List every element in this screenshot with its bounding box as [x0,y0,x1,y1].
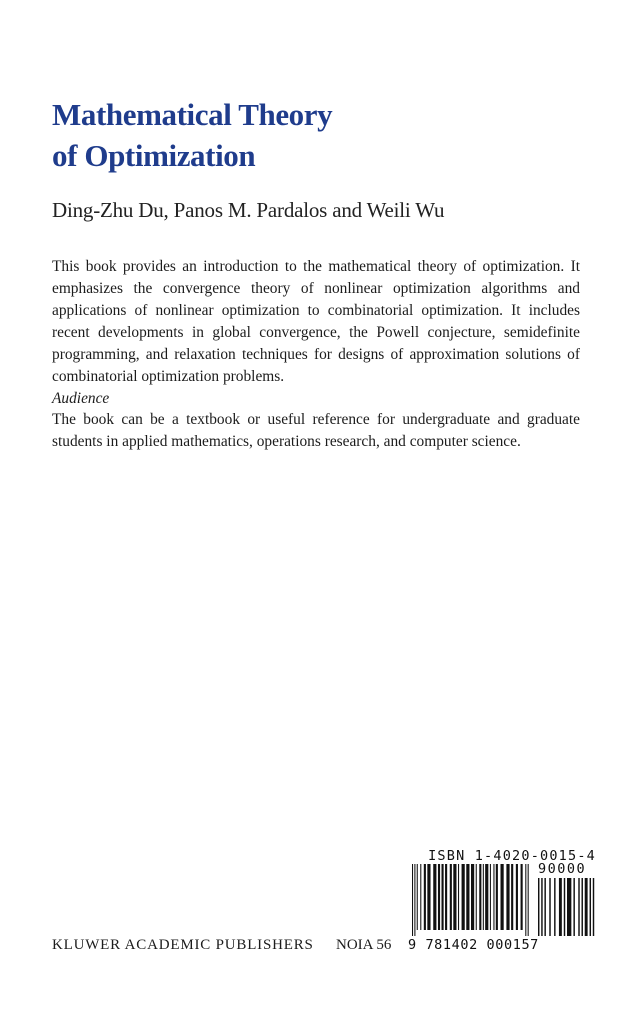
barcode-bar [567,878,571,936]
isbn-label: ISBN 1-4020-0015-4 [428,848,596,864]
barcode-bar [582,878,583,936]
barcode-bar [496,864,498,930]
ean-digits: 9 781402 000157 [408,937,539,953]
barcode-bar [433,864,436,930]
barcode-bar [544,878,545,936]
authors: Ding-Zhu Du, Panos M. Pardalos and Weili Wu [52,198,445,222]
barcode-bar [549,878,550,936]
barcode-bar [541,878,542,936]
barcode-bar [593,878,594,936]
barcode-bar [420,864,421,930]
barcode-bar [466,864,469,930]
barcode-bar [424,864,426,930]
publisher-name: KLUWER ACADEMIC PUBLISHERS [52,937,314,953]
barcode-bar [501,864,504,930]
barcode-bar [442,864,444,930]
ean-barcode [412,864,530,936]
barcode-bar [538,878,539,936]
barcode-bar [511,864,513,930]
barcode-bar [458,864,459,930]
addon-barcode [538,878,596,953]
ean-barcode-bars [412,864,530,936]
barcode-bar [585,878,588,936]
barcode-bar [414,864,415,936]
book-title [52,94,472,176]
addon-barcode-bars [538,878,596,948]
series-number: NOIA 56 [336,937,392,953]
barcode-bar [427,864,430,930]
barcode-bar [450,864,452,930]
barcode-bar [445,864,447,930]
barcode-bar [476,864,477,930]
barcode-bar [462,864,465,930]
barcode-bar [528,864,529,936]
barcode-bar [525,864,526,936]
barcode-bar [479,864,481,930]
barcode-bar [516,864,518,930]
barcode-bar [590,878,591,936]
audience-heading: Audience [52,390,110,407]
barcode-bar [554,878,555,936]
book-title-line-1: Mathematical Theory [52,97,333,132]
barcode-bar [483,864,484,930]
barcode-bar [564,878,565,936]
barcode-bar [506,864,509,930]
barcode-bar [438,864,440,930]
book-title-line-2: of Optimization [52,138,256,173]
barcode-bar [490,864,491,930]
barcode-bar [521,864,523,930]
barcode-bar [412,864,413,936]
book-description: This book provides an introduction to the mathematical theory of optimization. It emphasizes the convergence theory of nonlinear optimization algorithms and applications of nonlinear optimization to combinatorial optimization. It includes recent developments in global convergence, the Powell conjecture, semidefinite programming, and relaxation techniques for designs of approximation solutions of combinatorial optimization problems. [52,258,580,385]
barcode-bar [485,864,488,930]
barcode-bar [453,864,456,930]
barcode-bar [471,864,474,930]
addon-digits: 90000 [538,861,587,877]
barcode-bar [573,878,574,936]
barcode-bar [417,864,418,930]
barcode-bar [559,878,562,936]
barcode-bar [493,864,494,930]
barcode-bar [578,878,579,936]
audience-text: The book can be a textbook or useful reference for undergraduate and graduate students in applied mathematics, operations research, and computer science. [52,411,580,450]
